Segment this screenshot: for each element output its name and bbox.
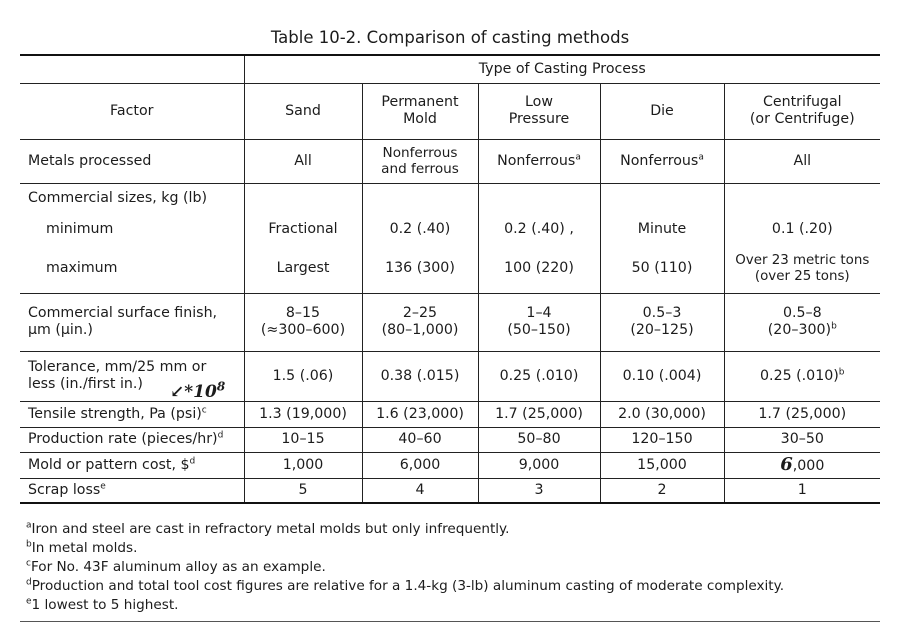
header-sand: Sand bbox=[244, 83, 362, 139]
cell-sand: 10–15 bbox=[244, 427, 362, 452]
row-scrap-loss bbox=[20, 478, 880, 503]
cell-permanent-mold: 2–25 (80–1,000) bbox=[362, 293, 478, 351]
stray-mark: , bbox=[569, 220, 574, 237]
cell-centrifugal: 6,000 bbox=[724, 452, 880, 478]
cell-permanent-mold: Nonferrous and ferrous bbox=[362, 139, 478, 183]
row-tensile-strength bbox=[20, 401, 880, 427]
cell-low-pressure: 1.7 (25,000) bbox=[478, 401, 600, 427]
cell-permanent-mold: 0.38 (.015) bbox=[362, 351, 478, 401]
cell-permanent-mold: 1.6 (23,000) bbox=[362, 401, 478, 427]
bottom-rule bbox=[20, 621, 880, 622]
row-label: Production rate (pieces/hr)$^d$ bbox=[20, 427, 244, 452]
row-label: Mold or pattern cost, \$$^d$ bbox=[20, 452, 244, 478]
row-label: maximum bbox=[20, 245, 244, 293]
cell-sand: Largest bbox=[244, 245, 362, 293]
table-title: Table 10-2. Comparison of casting methods bbox=[270, 28, 630, 47]
cell-die: 15,000 bbox=[600, 452, 724, 478]
header-blank-cell bbox=[20, 55, 244, 83]
cell-centrifugal: 30–50 bbox=[724, 427, 880, 452]
cell-die: 2.0 (30,000) bbox=[600, 401, 724, 427]
cell-centrifugal: 1 bbox=[724, 478, 880, 503]
row-label: Tensile strength, Pa (psi)$^c$ bbox=[20, 401, 244, 427]
cell-low-pressure: 1–4 (50–150) bbox=[478, 293, 600, 351]
cell-centrifugal: 0.5–8 $(20-300)^b$ bbox=[724, 293, 880, 351]
row-label: minimum bbox=[46, 220, 114, 237]
row-label: Tolerance, mm/25 mm or less (in./first in.) $↙*10^8$ bbox=[20, 351, 244, 401]
row-surface-finish bbox=[20, 293, 880, 351]
cell-die: 0.10 (.004) bbox=[600, 351, 724, 401]
cell-die: Nonferrous$^a$ bbox=[600, 139, 724, 183]
cell-die: Minute bbox=[600, 213, 724, 245]
cell-low-pressure: 3 bbox=[478, 478, 600, 503]
header-die: Die bbox=[600, 83, 724, 139]
footnote-a: $^a$Iron and steel are cast in refractory metal molds but only infrequently. bbox=[26, 520, 510, 537]
footnote-c: $^c$For No. 43F aluminum alloy as an example. bbox=[26, 558, 326, 575]
cell-low-pressure: 0.2 (.40) , bbox=[478, 213, 600, 245]
cell-die: 50 (110) bbox=[600, 245, 724, 293]
cell-sand: 8–15 (≈300–600) bbox=[244, 293, 362, 351]
cell-sand: 1.3 (19,000) bbox=[244, 401, 362, 427]
row-label: Scrap loss$^e$ bbox=[20, 478, 244, 503]
header-permanent-mold: Permanent Mold bbox=[362, 83, 478, 139]
cell-permanent-mold: 6,000 bbox=[362, 452, 478, 478]
header-group-row bbox=[20, 55, 880, 83]
row-label: Commercial surface finish, μm (μin.) bbox=[20, 293, 244, 351]
cell-sand: Fractional bbox=[244, 213, 362, 245]
cell-permanent-mold: 40–60 bbox=[362, 427, 478, 452]
cell-permanent-mold: 0.2 (.40) bbox=[362, 213, 478, 245]
row-production-rate bbox=[20, 427, 880, 452]
cell-die: 120–150 bbox=[600, 427, 724, 452]
cell-low-pressure: 100 (220) bbox=[478, 245, 600, 293]
cell-sand: 1.5 (.06) bbox=[244, 351, 362, 401]
cell-sand: 1,000 bbox=[244, 452, 362, 478]
row-mold-cost bbox=[20, 452, 880, 478]
header-low-pressure: Low Pressure bbox=[478, 83, 600, 139]
cell-sand: All bbox=[244, 139, 362, 183]
cell-low-pressure: Nonferrous$^a$ bbox=[478, 139, 600, 183]
cell-centrifugal: 0.25 $(.010)^b$ bbox=[724, 351, 880, 401]
row-tolerance bbox=[20, 351, 880, 401]
footnote-e: $^e$1 lowest to 5 highest. bbox=[26, 596, 179, 613]
header-centrifugal: Centrifugal (or Centrifuge) bbox=[724, 83, 880, 139]
cell-low-pressure: 50–80 bbox=[478, 427, 600, 452]
footnote-d: $^d$Production and total tool cost figures are relative for a 1.4-kg (3-lb) aluminum casting of moderate complexity. bbox=[26, 577, 785, 594]
cell-low-pressure: 9,000 bbox=[478, 452, 600, 478]
cell-centrifugal: 0.1 (.20) bbox=[724, 213, 880, 245]
row-minimum-size bbox=[20, 213, 880, 245]
handwritten-digit: 6 bbox=[780, 454, 793, 476]
header-factor: Factor bbox=[20, 83, 244, 139]
cell-sand: 5 bbox=[244, 478, 362, 503]
row-label: Commercial sizes, kg (lb) bbox=[28, 189, 208, 206]
casting-comparison-table bbox=[20, 54, 880, 504]
cell-permanent-mold: 4 bbox=[362, 478, 478, 503]
row-metals-processed bbox=[20, 139, 880, 183]
row-commercial-sizes bbox=[20, 183, 880, 213]
footnote-b: $^b$In metal molds. bbox=[26, 539, 138, 556]
cell-centrifugal: Over 23 metric tons (over 25 tons) bbox=[724, 245, 880, 293]
cell-centrifugal: All bbox=[724, 139, 880, 183]
cell-permanent-mold: 136 (300) bbox=[362, 245, 478, 293]
header-columns-row bbox=[20, 83, 880, 139]
row-label: Metals processed bbox=[20, 139, 244, 183]
header-process-group: Type of Casting Process bbox=[244, 55, 880, 83]
handwritten-annotation: $↙*10^8$ bbox=[170, 378, 226, 402]
cell-centrifugal: 1.7 (25,000) bbox=[724, 401, 880, 427]
cell-die: 0.5–3 (20–125) bbox=[600, 293, 724, 351]
row-maximum-size bbox=[20, 245, 880, 293]
cell-die: 2 bbox=[600, 478, 724, 503]
cell-low-pressure: 0.25 (.010) bbox=[478, 351, 600, 401]
